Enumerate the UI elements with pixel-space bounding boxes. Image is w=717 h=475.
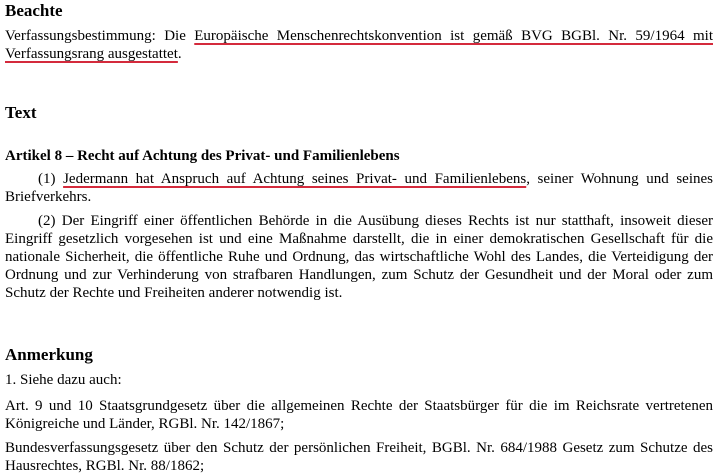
anmerkung-item-2: Art. 9 und 10 Staatsgrundgesetz über die allgemeinen Rechte der Staatsbürger für die im Reichsrate vertretenen Königreiche und Länder, RGBl. Nr. 142/1867; bbox=[5, 398, 713, 432]
section-heading-beachte: Beachte bbox=[5, 1, 63, 20]
section-heading-anmerkung: Anmerkung bbox=[5, 345, 93, 364]
anmerkung-item-1: 1. Siehe dazu auch: bbox=[5, 372, 122, 388]
paragraph-1-rest: , seiner Wohnung und seines Briefverkehrs. bbox=[5, 171, 713, 205]
beachte-paragraph bbox=[5, 27, 713, 63]
anmerkung-item-3: Bundesverfassungsgesetz über den Schutz der persönlichen Freiheit, BGBl. Nr. 684/1988 Gesetz zum Schutze des Hausrechtes, RGBl. Nr. 88/1862; bbox=[5, 440, 713, 474]
section-heading-text: Text bbox=[5, 103, 37, 122]
beachte-text-prefix: Verfassungsbestimmung: Die bbox=[5, 28, 195, 44]
article-title: Artikel 8 – Recht auf Achtung des Privat- und Familienlebens bbox=[5, 148, 400, 164]
paragraph-1-number: (1) bbox=[38, 171, 64, 187]
beachte-text-suffix: . bbox=[177, 46, 182, 62]
article-paragraph-1 bbox=[5, 170, 713, 206]
article-paragraph-2: (2) Der Eingriff einer öffentlichen Behörde in die Ausübung dieses Rechts ist nur statthaft, insoweit dieser Eingriff gesetzlich vorgesehen ist und eine Maßnahme darstellt, die in einer demokratischen Gesellschaft für die nationale Sicherheit, die öffentliche Ruhe und Ordnung, das wirtschaftliche Wohl des Landes, die Verteidigung der Ordnung und zur Verhinderung von strafbaren Handlungen, zum Schutz der Gesundheit und der Moral oder zum Schutz der Rechte und Freiheiten anderer notwendig ist. bbox=[5, 213, 713, 301]
paragraph-1-highlight[interactable]: Jedermann hat Anspruch auf Achtung seines Privat- und Familienlebens bbox=[63, 171, 527, 187]
beachte-highlight[interactable]: Europäische Menschenrechtskonvention ist gemäß BVG BGBl. Nr. 59/1964 mit Verfassungsrang ausgestattet bbox=[5, 28, 713, 62]
